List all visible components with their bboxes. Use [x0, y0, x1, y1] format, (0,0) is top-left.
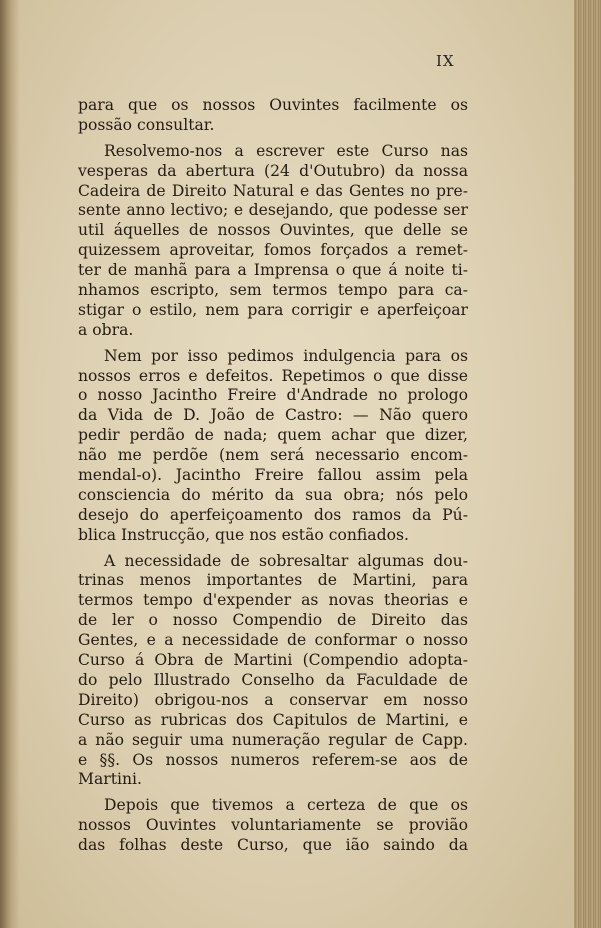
text-line: Nem por isso pedimos indulgencia para os [104, 346, 468, 365]
text-line: nossos Ouvintes voluntariamente se provião [78, 816, 468, 835]
page-edges [574, 0, 601, 928]
text-line: da Vida de D. João de Castro: — Não quero [78, 406, 468, 425]
text-line: para que os nossos Ouvintes facilmente os [78, 96, 468, 114]
text-line: trinas menos importantes de Martini, para [78, 571, 468, 590]
text-line: desejo do aperfeiçoamento dos ramos da Pú- [78, 505, 468, 524]
text-line: termos tempo d'expender as novas theorias e [78, 591, 468, 610]
text-line: e §§. Os nossos numeros referem-se aos de [78, 750, 468, 769]
text-line: mendal-o). Jacintho Freire fallou assim pela [78, 466, 468, 485]
text-line: blica Instrucção, que nos estão confiados. [78, 525, 409, 544]
text-line: a obra. [78, 320, 134, 339]
text-line: util áquelles de nossos Ouvintes, que delle se [78, 221, 468, 240]
text-line: o nosso Jacintho Freire d'Andrade no prologo [78, 386, 468, 405]
text-line: Cadeira de Direito Natural e das Gentes no pre- [78, 181, 468, 200]
text-line: Direito) obrigou-nos a conservar em nosso [78, 690, 468, 709]
paragraph [78, 347, 468, 546]
text-line: quizessem aproveitar, fomos forçados a remet- [78, 241, 468, 260]
text-line: nossos erros e defeitos. Repetimos o que disse [78, 366, 468, 385]
text-line: Martini. [78, 770, 142, 789]
paragraph [78, 142, 468, 341]
text-line: sente anno lectivo; e desejando, que podesse ser [78, 201, 468, 220]
text-line: de ler o nosso Compendio de Direito das [78, 611, 468, 630]
paragraph [78, 552, 468, 791]
text-line: Curso as rubricas dos Capitulos de Martini, e [78, 710, 468, 729]
paragraph [78, 96, 468, 136]
text-line: do pelo Illustrado Conselho da Faculdade de [78, 670, 468, 689]
text-line: vesperas da abertura (24 d'Outubro) da nossa [78, 161, 468, 180]
text-line: possão consultar. [78, 115, 215, 134]
page-number: IX [436, 52, 455, 70]
body-text [78, 96, 468, 856]
text-line: Depois que tivemos a certeza de que os [104, 796, 468, 815]
text-line: Resolvemo-nos a escrever este Curso nas [104, 141, 468, 160]
text-line: Gentes, e a necessidade de conformar o nosso [78, 631, 468, 650]
text-line: pedir perdão de nada; quem achar que dizer, [78, 426, 468, 445]
text-line: das folhas deste Curso, que ião saindo da [78, 836, 468, 855]
text-line: a não seguir uma numeração regular de Capp. [78, 730, 468, 749]
text-line: consciencia do mérito da sua obra; nós pelo [78, 485, 468, 504]
text-line: ter de manhã para a Imprensa o que á noite ti- [78, 261, 468, 280]
page-gutter-shadow [0, 0, 20, 928]
paragraph [78, 796, 468, 856]
text-line: Curso á Obra de Martini (Compendio adopta- [78, 651, 468, 670]
text-line: A necessidade de sobresaltar algumas dou- [104, 551, 468, 570]
text-line: não me perdõe (nem será necessario encom- [78, 446, 468, 465]
text-line: stigar o estilo, nem para corrigir e aperfeiçoar [78, 300, 468, 319]
text-line: nhamos escripto, sem termos tempo para ca- [78, 281, 468, 300]
